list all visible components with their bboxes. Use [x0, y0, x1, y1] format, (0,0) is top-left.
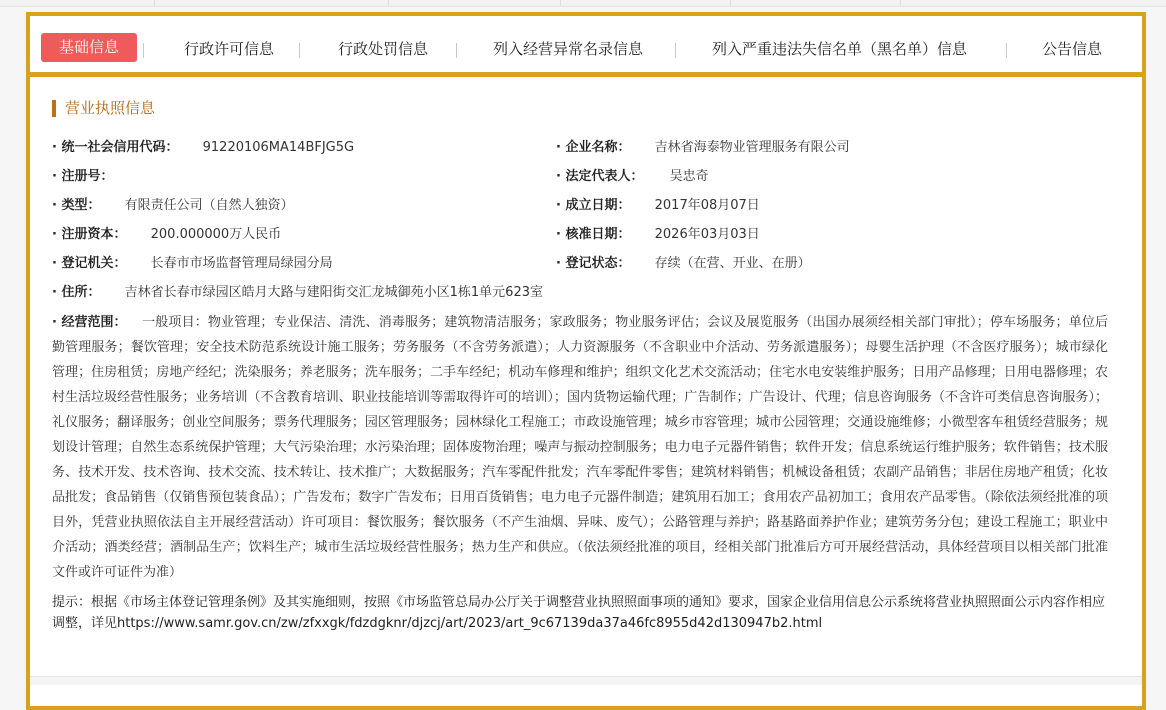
- field-authority: [52, 255, 333, 273]
- top-toolbar-strip: [0, 0, 1166, 7]
- field-label: · 企业名称：: [556, 140, 630, 155]
- field-label: · 注册资本：: [52, 227, 126, 242]
- field-label: · 经营范围：: [52, 310, 142, 335]
- section-title: 营业执照信息: [52, 100, 155, 117]
- field-capital: [52, 226, 281, 244]
- field-label: · 住所：: [52, 285, 100, 300]
- field-label: · 成立日期：: [556, 198, 630, 213]
- field-value: 2017年08月07日: [654, 198, 760, 213]
- field-address: [52, 284, 543, 302]
- field-type: [52, 197, 294, 215]
- field-value: 吴忠奇: [669, 169, 709, 184]
- field-label: · 核准日期：: [556, 227, 630, 242]
- field-legal-rep: [556, 168, 709, 186]
- tab-abnormal-list[interactable]: 列入经营异常名录信息: [493, 40, 644, 58]
- field-value: 长春市市场监督管理局绿园分局: [150, 256, 333, 271]
- tab-admin-license[interactable]: 行政许可信息: [184, 40, 275, 58]
- field-reg-no: [52, 168, 133, 186]
- field-value: 200.000000万人民币: [150, 227, 282, 242]
- field-value: 存续（在营、开业、在册）: [654, 256, 811, 271]
- tab-divider: [456, 43, 457, 58]
- field-label: · 登记状态：: [556, 256, 630, 271]
- field-value: 吉林省海泰物业管理服务有限公司: [654, 140, 850, 155]
- notice-tip: 提示：根据《市场主体登记管理条例》及其实施细则，按照《市场监管总局办公厅关于调整营业执照照面事项的通知》要求，国家企业信用信息公示系统将营业执照照面公示内容作相应调整，详见https://www.samr.gov.cn/zw/zfxxgk/fdzdgknr/djzcj/art/2023/art_9c67139da37a46fc8955d42d130947b2.html: [52, 595, 1106, 631]
- tab-bar: [30, 16, 1142, 77]
- tab-divider: [1006, 43, 1007, 58]
- field-label: · 法定代表人：: [556, 169, 643, 184]
- tab-divider: [675, 43, 676, 58]
- field-label: · 类型：: [52, 198, 100, 213]
- field-company-name: [556, 139, 850, 157]
- tab-divider: [299, 43, 300, 58]
- tab-basic-info[interactable]: 基础信息: [41, 33, 137, 62]
- field-est-date: [556, 197, 760, 215]
- field-status: [556, 255, 811, 273]
- field-approval-date: [556, 226, 760, 244]
- field-label: · 登记机关：: [52, 256, 126, 271]
- field-label: · 统一社会信用代码：: [52, 140, 178, 155]
- field-label: · 注册号：: [52, 169, 113, 184]
- tab-blacklist[interactable]: 列入严重违法失信名单（黑名单）信息: [712, 40, 968, 58]
- info-panel: [26, 12, 1146, 710]
- tab-announcements[interactable]: 公告信息: [1042, 40, 1103, 58]
- field-value: 91220106MA14BFJG5G: [202, 140, 355, 155]
- field-value: 2026年03月03日: [654, 227, 760, 242]
- tab-divider: [143, 43, 144, 58]
- field-business-scope: [52, 310, 1108, 585]
- tab-admin-penalty[interactable]: 行政处罚信息: [338, 40, 429, 58]
- field-value: 一般项目：物业管理；专业保洁、清洗、消毒服务；建筑物清洁服务；家政服务；物业服务评估；会议及展览服务（出国办展须经相关部门审批）；停车场服务；单位后勤管理服务；餐饮管理；安全技术防范系统设计施工服务；劳务服务（不含劳务派遣）；人力资源服务（不含职业中介活动、劳务派遣服务）；母婴生活护理（不含医疗服务）；城市绿化管理；住房租赁；房地产经纪；洗染服务；养老服务；洗车服务；二手车经纪；机动车修理和维护；组织文化艺术交流活动；住宅水电安装维护服务；日用产品修理；日用电器修理；农村生活垃圾经营性服务；业务培训（不含教育培训、职业技能培训等需取得许可的培训）；国内货物运输代理；广告制作；广告设计、代理；信息咨询服务（不含许可类信息咨询服务）；礼仪服务；翻译服务；创业空间服务；票务代理服务；园区管理服务；园林绿化工程施工；市政设施管理；城乡市容管理；城市公园管理；交通设施维修；小微型客车租赁经营服务；规划设计管理；自然生态系统保护管理；大气污染治理；水污染治理；固体废物治理；噪声与振动控制服务；电力电子元器件销售；软件开发；信息系统运行维护服务；软件销售；技术服务、技术开发、技术咨询、技术交流、技术转让、技术推广；大数据服务；汽车零配件批发；汽车零配件零售；建筑材料销售；机械设备租赁；农副产品销售；非居住房地产租赁；化妆品批发；食品销售（仅销售预包装食品）；广告发布；数字广告发布；日用百货销售；电力电子元器件制造；建筑用石加工；食用农产品初加工；食用农产品零售。（除依法须经批准的项目外，凭营业执照依法自主开展经营活动）许可项目：餐饮服务；餐饮服务（不产生油烟、异味、废气）；公路管理与养护；路基路面养护作业；建筑劳务分包；建设工程施工；职业中介活动；酒类经营；酒制品生产；饮料生产；城市生活垃圾经营性服务；热力生产和供应。（依法须经批准的项目，经相关部门批准后方可开展经营活动，具体经营项目以相关部门批准文件或许可证件为准）: [52, 315, 1108, 580]
- bottom-bar: [30, 676, 1142, 685]
- field-credit-code: [52, 139, 354, 157]
- field-value: 吉林省长春市绿园区皓月大路与建阳街交汇龙城御苑小区1栋1单元623室: [124, 285, 543, 300]
- field-value: 有限责任公司（自然人独资）: [124, 198, 294, 213]
